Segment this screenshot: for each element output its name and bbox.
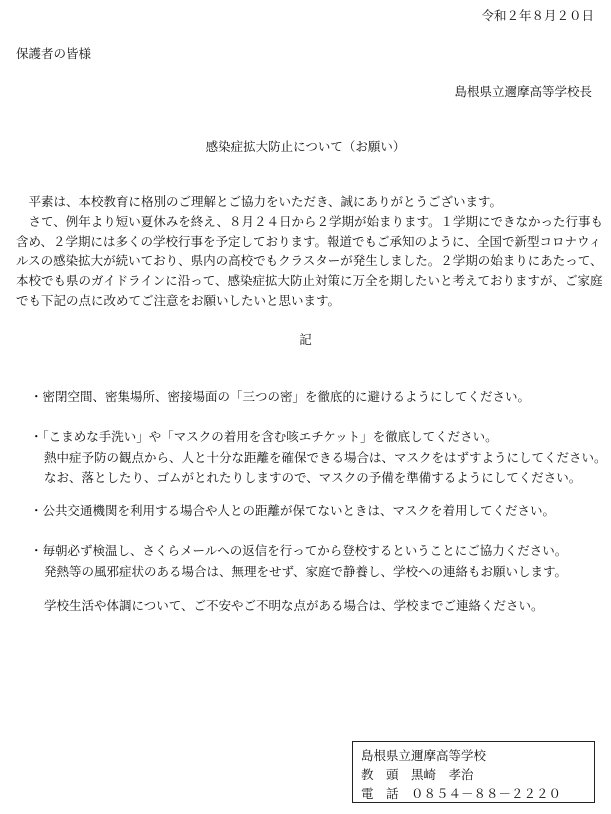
body-line: 含め、２学期には多くの学校行事を予定しております。報道でもご承知のように、全国で新型コロナウィ	[16, 233, 602, 249]
contact-school: 島根県立邇摩高等学校	[361, 748, 487, 763]
list-item-line: 熱中症予防の観点から、人と十分な距離を確保できる場合は、マスクをはずすようにしてください。	[44, 449, 607, 465]
body-line: 本校でも県のガイドラインに沿って、感染症拡大防止対策に万全を期したいと考えておりますが、ご家庭	[16, 273, 603, 289]
list-item	[30, 541, 567, 582]
document-title: 感染症拡大防止について（お願い）	[205, 139, 406, 154]
contact-phone: 電 話 ０８５４－８８－２２２０	[361, 786, 562, 801]
list-item-line: ・毎朝必ず検温し、さくらメールへの返信を行ってから登校するということにご協力ください。	[30, 543, 568, 558]
document-date: 令和２年８月２０日	[481, 8, 594, 23]
ki-heading: 記	[299, 332, 312, 347]
list-item-line: ・公共交通機関を利用する場合や人との距離が保てないときは、マスクを着用してください。	[30, 503, 556, 518]
contact-box	[352, 741, 595, 803]
sender: 島根県立邇摩高等学校長	[454, 84, 592, 99]
contact-person: 教 頭 黒崎 孝治	[361, 767, 474, 782]
body-line: でも下記の点に改めてご注意をお願いしたいと思います。	[16, 292, 341, 308]
body-line: さて、例年より短い夏休みを終え、８月２４日から２学期が始まります。１学期にできなかった行事も	[16, 213, 604, 229]
closing-note: 学校生活や体調について、ご不安やご不明な点がある場合は、学校までご連絡ください。	[44, 598, 544, 613]
list-item-line: 発熱等の風邪症状のある場合は、無理をせず、家庭で静養し、学校への連絡もお願いします。	[44, 563, 568, 579]
list-item-line: ・密閉空間、密集場所、密接場面の「三つの密」を徹底的に避けるようにしてください。	[30, 389, 531, 404]
list-item-line: なお、落としたり、ゴムがとれたりしますので、マスクの予備を準備するようにしてください。	[44, 470, 582, 485]
body-line: ルスの感染拡大が続いており、県内の高校でもクラスターが発生しました。２学期の始まりにあたって、	[16, 253, 603, 269]
list-item-line: ・「こまめな手洗い」や「マスクの着用を含む咳エチケット」を徹底してください。	[30, 429, 498, 444]
list-item	[30, 501, 555, 522]
body-text	[16, 192, 606, 311]
addressee: 保護者の皆様	[16, 46, 92, 61]
body-line: 平素は、本校教育に格別のご理解とご協力をいただき、誠にありがとうございます。	[16, 194, 503, 209]
list-item	[30, 387, 530, 408]
list-item	[30, 427, 607, 489]
